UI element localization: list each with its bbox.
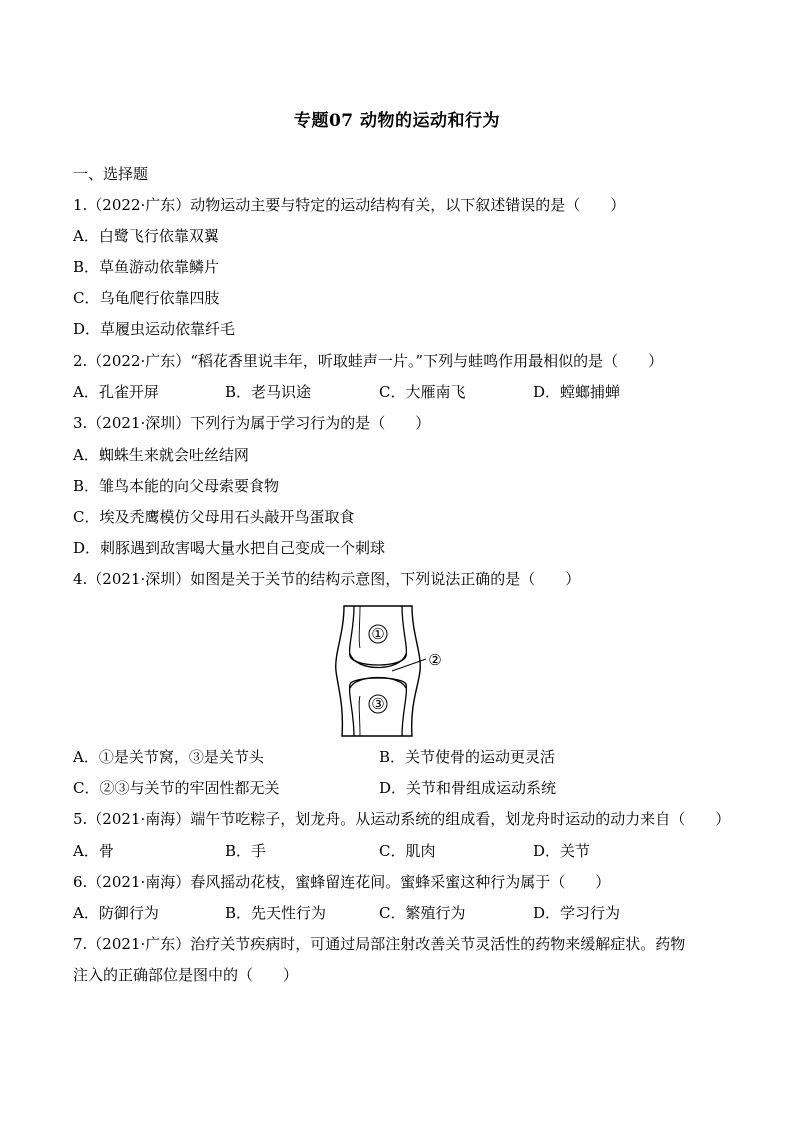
question-7-stem-line-2: 注入的正确部位是图中的（ ） — [73, 966, 299, 984]
question-6-option-d: D．学习行为 — [533, 904, 621, 922]
joint-structure-figure — [330, 604, 446, 738]
question-7-stem-line-1: 7.（2021·广东）治疗关节疾病时，可通过局部注射改善关节灵活性的药物来缓解症状。药物 — [73, 935, 686, 953]
question-2-option-c: C．大雁南飞 — [379, 383, 466, 401]
question-5-option-b: B．手 — [225, 842, 267, 860]
question-5-option-c: C．肌肉 — [379, 842, 436, 860]
question-1-option-c: C．乌龟爬行依靠四肢 — [73, 289, 220, 307]
question-2-option-d: D．螳螂捕蝉 — [533, 383, 621, 401]
question-6-option-a: A．防御行为 — [73, 904, 159, 922]
question-6-option-c: C．繁殖行为 — [379, 904, 466, 922]
question-5-option-a: A．骨 — [73, 842, 114, 860]
figure-label-2: ② — [428, 651, 442, 669]
question-4-option-a: A．①是关节窝，③是关节头 — [73, 748, 264, 766]
question-4-option-d: D．关节和骨组成运动系统 — [379, 779, 557, 797]
question-1-option-a: A．白鹭飞行依靠双翼 — [73, 227, 219, 245]
question-1-option-d: D．草履虫运动依靠纤毛 — [73, 320, 236, 338]
figure-label-3: ③ — [371, 695, 385, 713]
question-3-option-b: B．雏鸟本能的向父母索要食物 — [73, 477, 280, 495]
question-4-option-b: B．关节使骨的运动更灵活 — [379, 748, 556, 766]
figure-label-1: ① — [371, 625, 385, 643]
page-title: 专题07 动物的运动和行为 — [293, 111, 501, 131]
question-2-stem: 2.（2022·广东）“稻花香里说丰年，听取蛙声一片。”下列与蛙鸣作用最相似的是（ ） — [73, 352, 664, 370]
question-3-option-d: D．刺豚遇到敌害喝大量水把自己变成一个刺球 — [73, 539, 386, 557]
question-3-stem: 3.（2021·深圳）下列行为属于学习行为的是（ ） — [73, 414, 431, 432]
question-1-stem: 1.（2022·广东）动物运动主要与特定的运动结构有关，以下叙述错误的是（ ） — [73, 196, 626, 214]
question-5-stem: 5.（2021·南海）端午节吃粽子，划龙舟。从运动系统的组成看，划龙舟时运动的动力来自（ ） — [73, 810, 731, 828]
question-4-stem: 4.（2021·深圳）如图是关于关节的结构示意图，下列说法正确的是（ ） — [73, 570, 581, 588]
question-1-option-b: B．草鱼游动依靠鳞片 — [73, 258, 220, 276]
question-6-option-b: B．先天性行为 — [225, 904, 327, 922]
question-3-option-a: A．蜘蛛生来就会吐丝结网 — [73, 446, 249, 464]
question-6-stem: 6.（2021·南海）春风摇动花枝，蜜蜂留连花间。蜜蜂采蜜这种行为属于（ ） — [73, 873, 611, 891]
question-2-option-b: B．老马识途 — [225, 383, 312, 401]
question-3-option-c: C．埃及秃鹰模仿父母用石头敲开鸟蛋取食 — [73, 508, 355, 526]
question-5-option-d: D．关节 — [533, 842, 591, 860]
question-4-option-c: C．②③与关节的牢固性都无关 — [73, 779, 280, 797]
section-heading: 一、选择题 — [73, 165, 149, 183]
question-2-option-a: A．孔雀开屏 — [73, 383, 159, 401]
